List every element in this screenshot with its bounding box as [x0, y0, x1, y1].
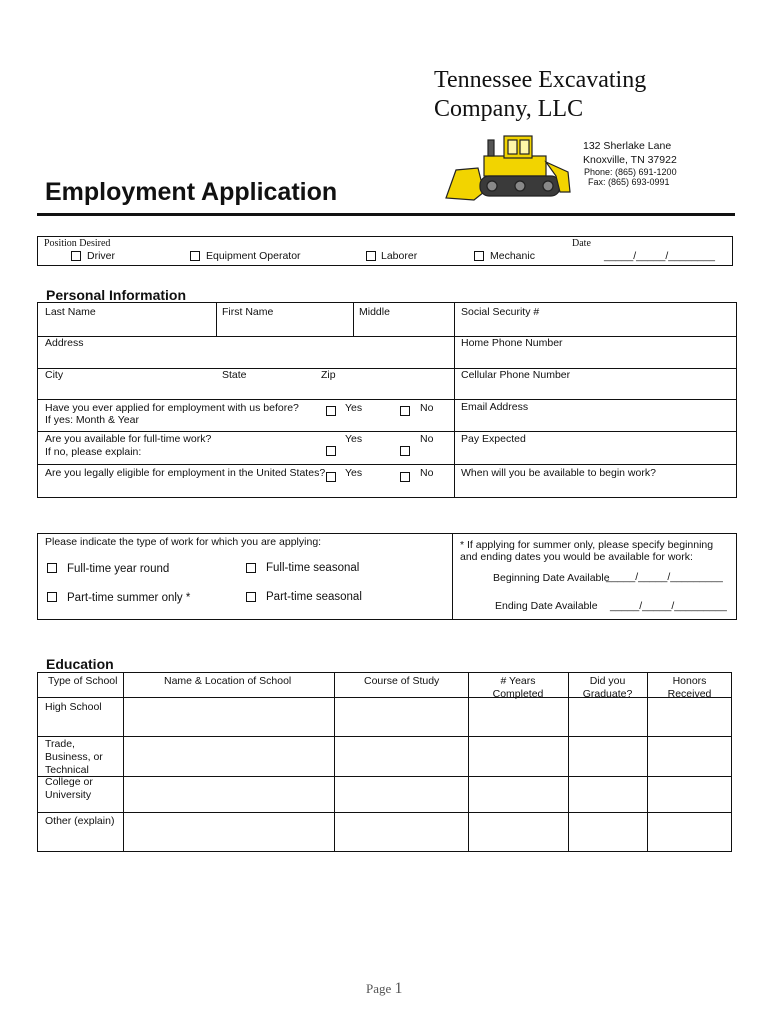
fulltime-yes-label: Yes — [345, 433, 363, 445]
page-label: Page — [366, 981, 392, 996]
date-field[interactable]: _____/_____/________ — [604, 250, 715, 262]
col-years-completed — [468, 675, 568, 701]
eligible-yes-checkbox[interactable] — [326, 472, 336, 482]
eligible-no-checkbox[interactable] — [400, 472, 410, 482]
first-name-label: First Name — [222, 306, 274, 318]
work-type-prompt: Please indicate the type of work for which you are applying: — [45, 536, 322, 548]
personal-rule-1 — [37, 336, 737, 337]
fulltime-seasonal-label: Full-time seasonal — [266, 562, 360, 574]
applied-before-question: Have you ever applied for employment with us before? — [45, 402, 299, 414]
equipment-operator-label: Equipment Operator — [206, 250, 301, 262]
cell-phone-label: Cellular Phone Number — [461, 369, 571, 381]
parttime-summer-label: Part-time summer only * — [67, 592, 191, 604]
address-label: Address — [45, 337, 84, 349]
form-title: Employment Application — [45, 178, 338, 206]
personal-rule-4 — [37, 431, 737, 432]
fulltime-year-round-checkbox[interactable] — [47, 563, 57, 573]
company-name-line1: Tennessee Excavating — [434, 67, 647, 93]
company-contact — [584, 167, 677, 187]
date-label: Date — [572, 238, 591, 249]
applied-yes-checkbox[interactable] — [326, 406, 336, 416]
col-type-of-school: Type of School — [48, 675, 118, 687]
edu-rule-2 — [37, 736, 732, 737]
driver-label: Driver — [87, 250, 115, 262]
eligible-no-label: No — [420, 467, 434, 479]
col-name-location: Name & Location of School — [164, 675, 292, 687]
applied-yes-label: Yes — [345, 402, 363, 414]
row-trade-line3: Technical — [45, 764, 89, 776]
row-college-line1: College or — [45, 776, 93, 788]
col-course-of-study: Course of Study — [364, 675, 440, 687]
parttime-seasonal-checkbox[interactable] — [246, 592, 256, 602]
address-line2: Knoxville, TN 37922 — [583, 154, 677, 166]
fulltime-sub: If no, please explain: — [45, 446, 142, 458]
equipment-operator-checkbox[interactable] — [190, 251, 200, 261]
fulltime-year-round-label: Full-time year round — [67, 563, 170, 575]
col-graduate — [568, 675, 647, 701]
personal-rule-2 — [37, 368, 737, 369]
pay-expected-label: Pay Expected — [461, 433, 526, 445]
personal-rule-3 — [37, 399, 737, 400]
ending-date-field[interactable]: _____/_____/_________ — [610, 600, 727, 612]
parttime-summer-checkbox[interactable] — [47, 592, 57, 602]
company-address — [583, 139, 677, 167]
eligible-yes-label: Yes — [345, 467, 363, 479]
position-label: Position Desired — [44, 238, 111, 249]
row-other: Other (explain) — [45, 815, 115, 827]
page-footer — [366, 980, 403, 998]
applied-no-label: No — [420, 402, 434, 414]
personal-heading: Personal Information — [46, 287, 187, 303]
fulltime-yes-checkbox[interactable] — [326, 446, 336, 456]
education-heading: Education — [46, 656, 114, 672]
summer-note-line2: and ending dates you would be available for work: — [460, 551, 693, 563]
personal-vrule-middle — [353, 302, 354, 336]
company-name — [434, 66, 646, 124]
edu-vrule-2 — [334, 672, 335, 852]
row-college — [45, 776, 93, 802]
city-label: City — [45, 369, 64, 381]
personal-rule-5 — [37, 464, 737, 465]
edu-rule-3 — [37, 776, 732, 777]
edu-rule-4 — [37, 812, 732, 813]
available-date-label: When will you be available to begin work? — [461, 467, 656, 479]
middle-label: Middle — [359, 306, 390, 318]
parttime-seasonal-label: Part-time seasonal — [266, 591, 362, 603]
work-type-divider — [452, 533, 453, 620]
fulltime-question: Are you available for full-time work? — [45, 433, 212, 445]
row-high-school: High School — [45, 701, 102, 713]
personal-vrule-first — [216, 302, 217, 336]
title-rule — [37, 213, 735, 216]
driver-checkbox[interactable] — [71, 251, 81, 261]
last-name-label: Last Name — [45, 306, 96, 318]
state-label: State — [222, 369, 247, 381]
email-label: Email Address — [461, 401, 529, 413]
row-trade-line1: Trade, — [45, 738, 75, 750]
bulldozer-icon — [444, 132, 576, 202]
applied-no-checkbox[interactable] — [400, 406, 410, 416]
eligible-question: Are you legally eligible for employment in the United States? — [45, 467, 326, 479]
beginning-date-label: Beginning Date Available — [493, 572, 610, 584]
row-college-line2: University — [45, 789, 92, 801]
ssn-label: Social Security # — [461, 306, 540, 318]
col-graduate-line2: Graduate? — [582, 688, 633, 700]
col-honors — [647, 675, 732, 701]
summer-note-line1: * If applying for summer only, please specify beginning — [460, 539, 714, 551]
edu-vrule-1 — [123, 672, 124, 852]
mechanic-label: Mechanic — [490, 250, 535, 262]
mechanic-checkbox[interactable] — [474, 251, 484, 261]
col-honors-line1: Honors — [672, 675, 707, 687]
col-years-line2: Completed — [492, 688, 544, 700]
personal-vrule-right — [454, 302, 455, 498]
laborer-label: Laborer — [381, 250, 418, 262]
col-years-line1: # Years — [500, 675, 536, 687]
fax-number: Fax: (865) 693-0991 — [588, 177, 670, 187]
applied-before-sub: If yes: Month & Year — [45, 414, 139, 426]
row-trade — [45, 738, 103, 777]
address-line1: 132 Sherlake Lane — [583, 140, 672, 152]
ending-date-label: Ending Date Available — [495, 600, 598, 612]
company-name-line2: Company, LLC — [434, 96, 584, 122]
fulltime-no-label: No — [420, 433, 434, 445]
phone-number: Phone: (865) 691-1200 — [584, 167, 677, 177]
beginning-date-field[interactable]: _____/_____/_________ — [606, 571, 723, 583]
col-honors-line2: Received — [667, 688, 712, 700]
fulltime-no-checkbox[interactable] — [400, 446, 410, 456]
fulltime-seasonal-checkbox[interactable] — [246, 563, 256, 573]
laborer-checkbox[interactable] — [366, 251, 376, 261]
page-number: 1 — [394, 980, 403, 997]
row-trade-line2: Business, or — [45, 751, 103, 763]
zip-label: Zip — [321, 369, 336, 381]
col-graduate-line1: Did you — [589, 675, 626, 687]
home-phone-label: Home Phone Number — [461, 337, 563, 349]
